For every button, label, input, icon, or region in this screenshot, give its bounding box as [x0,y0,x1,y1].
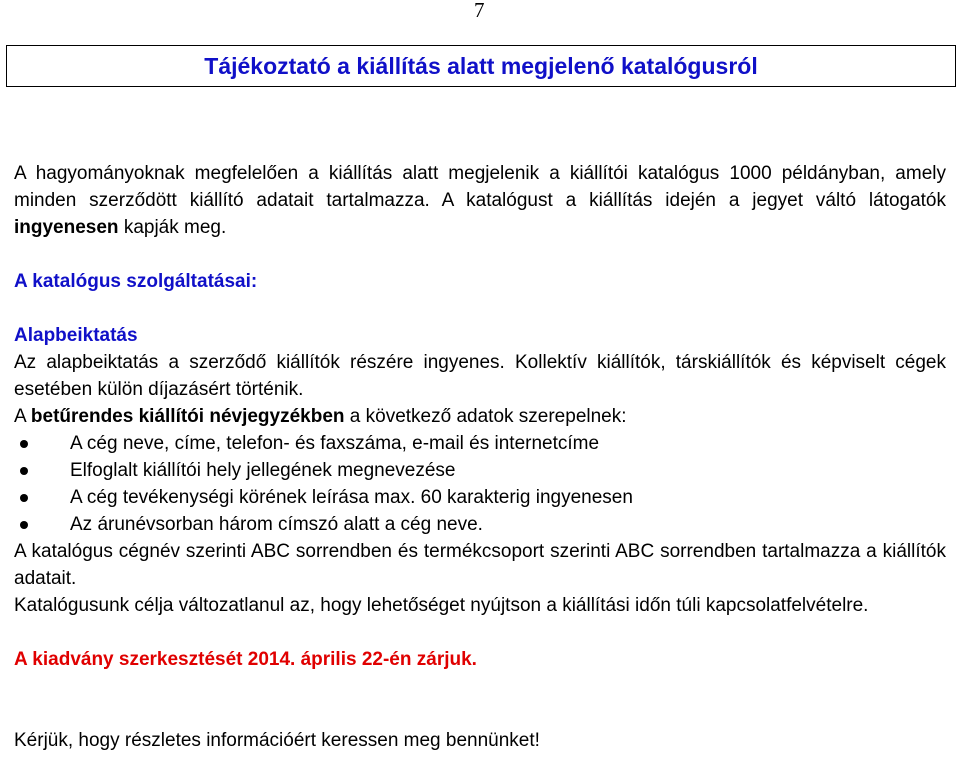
list-item-text: A cég tevékenységi körének leírása max. 60 karakterig ingyenesen [70,487,633,508]
data-list [14,430,946,538]
list-item [14,457,946,484]
services-heading: A katalógus szolgáltatásai: [14,271,258,292]
basic-paragraph: Az alapbeiktatás a szerződő kiállítók részére ingyenes. Kollektív kiállítók, társkiállítók és képviselt cégek esetében külön díjazásért történik. [14,352,946,400]
list-item [14,511,946,538]
bullet-icon [20,467,28,475]
directory-paragraph [14,403,946,430]
intro-text: A hagyományoknak megfelelően a kiállítás alatt megjelenik a kiállítói katalógus 1000 példányban, amely minden szerződött kiállító adatait tartalmazza. A katalógust a kiállítás idején a jegyet váltó látogatók [14,163,946,211]
bullet-icon [20,440,28,448]
list-item-text: Elfoglalt kiállítói hely jellegének megnevezése [70,460,456,481]
list-item [14,430,946,457]
title-box [6,45,956,87]
directory-tail: a következő adatok szerepelnek: [344,406,627,427]
basic-heading: Alapbeiktatás [14,325,138,346]
list-item [14,484,946,511]
deadline-notice: A kiadvány szerkesztését 2014. április 22-én zárjuk. [14,649,477,670]
directory-bold: betűrendes kiállítói névjegyzékben [30,406,345,427]
goal-paragraph: Katalógusunk célja változatlanul az, hogy lehetőséget nyújtson a kiállítási időn túli kapcsolatfelvételre. [14,595,869,616]
spacer [14,241,946,268]
spacer [14,295,946,322]
page-number: 7 [474,0,485,22]
list-item-text: Az árunévsorban három címszó alatt a cég neve. [70,514,483,535]
order-paragraph: A katalógus cégnév szerinti ABC sorrendben és termékcsoport szerinti ABC sorrendben tartalmazza a kiállítók adatait. [14,541,946,589]
spacer [14,700,946,727]
spacer [14,619,946,646]
directory-text: A [14,406,31,427]
spacer [14,673,946,700]
bullet-icon [20,521,28,529]
list-item-text: A cég neve, címe, telefon- és faxszáma, e-mail és internetcíme [70,433,600,454]
intro-tail: kapják meg. [118,217,227,238]
document-body [14,160,946,754]
page-title: Tájékoztató a kiállítás alatt megjelenő katalógusról [204,53,758,79]
intro-paragraph [14,160,946,241]
bullet-icon [20,494,28,502]
closing-sentence: Kérjük, hogy részletes információért keressen meg bennünket! [14,730,540,751]
intro-bold: ingyenesen [14,217,119,238]
